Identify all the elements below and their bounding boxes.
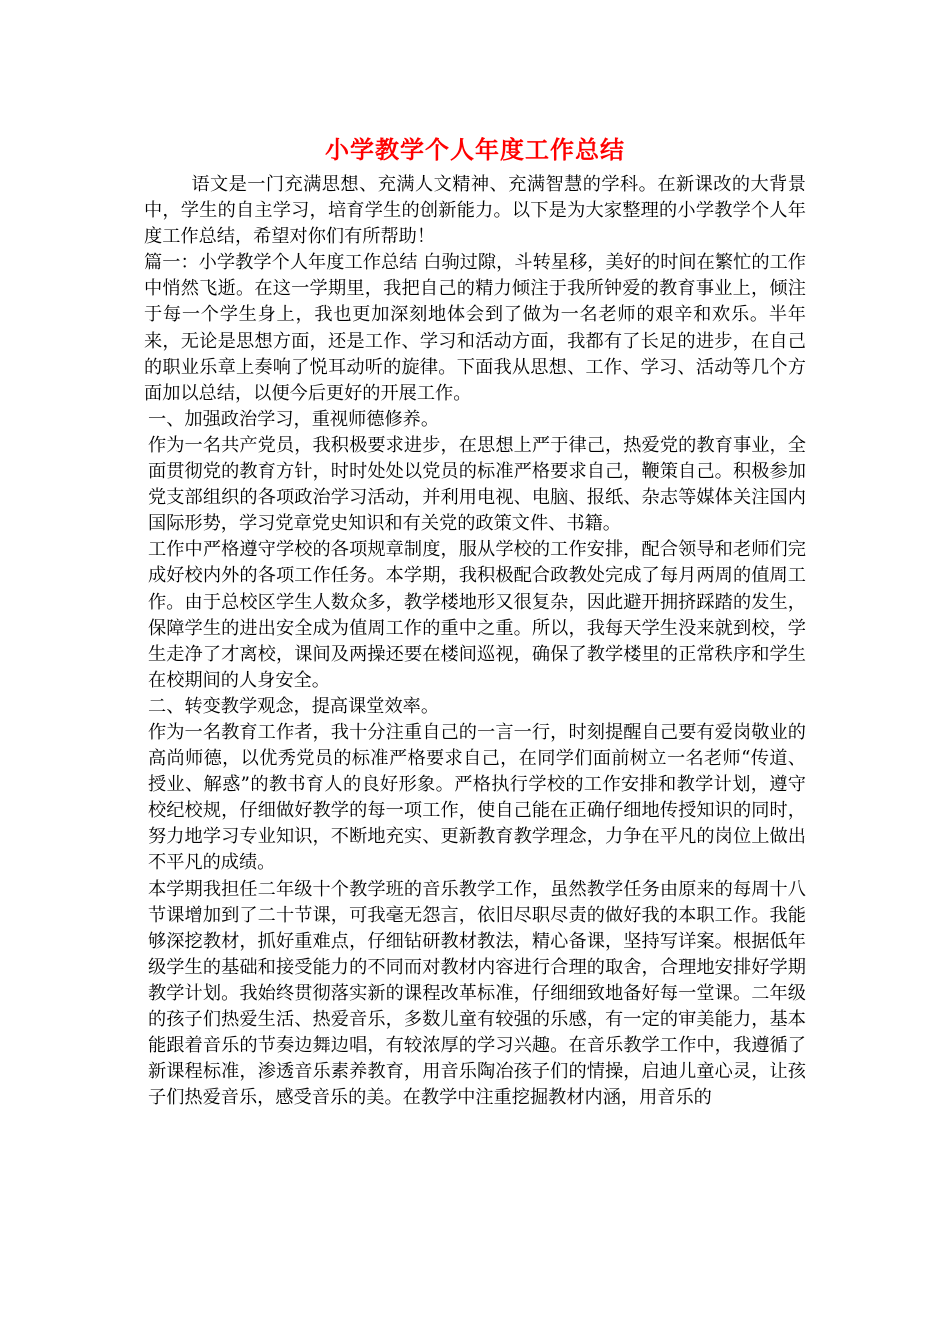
paragraph-part-one: 篇一：小学教学个人年度工作总结 白驹过隙，斗转星移，美好的时间在繁忙的工作中悄然飞逝。在这一学期里，我把自己的精力倾注于我所钟爱的教育事业上，倾注于每一个学生身上，我也更加深刻地体会到了做为一名老师的艰辛和欢乐。半年来，无论是思想方面，还是工作、学习和活动方面，我都有了长足的进步，在自己的职业乐章上奏响了悦耳动听的旋律。下面我从思想、工作、学习、活动等几个方面加以总结，以便今后更好的开展工作。 [144, 252, 806, 404]
section-heading-1: 一、加强政治学习，重视师德修养。 [148, 408, 440, 430]
document-page [144, 128, 806, 1111]
document-title: 小学教学个人年度工作总结 [325, 135, 625, 164]
paragraph: 本学期我担任二年级十个教学班的音乐教学工作，虽然教学任务由原来的每周十八节课增加到了二十节课，可我毫无怨言，依旧尽职尽责的做好我的本职工作。我能够深挖教材，抓好重难点，仔细钻研教材教法，精心备课，坚持写详案。根据低年级学生的基础和接受能力的不同而对教材内容进行合理的取舍，合理地安排好学期教学计划。我始终贯彻落实新的课程改革标准，仔细细致地备好每一堂课。二年级的孩子们热爱生活、热爱音乐，多数儿童有较强的乐感，有一定的审美能力，基本能跟着音乐的节奏边舞边唱，有较浓厚的学习兴趣。在音乐教学工作中，我遵循了新课程标准，渗透音乐素养教育，用音乐陶冶孩子们的情操，启迪儿童心灵，让孩子们热爱音乐，感受音乐的美。在教学中注重挖掘教材内涵，用音乐的 [148, 878, 806, 1109]
paragraph: 作为一名教育工作者，我十分注重自己的一言一行，时刻提醒自己要有爱岗敬业的高尚师德，以优秀党员的标准严格要求自己，在同学们面前树立一名老师“传道、授业、解惑”的教书育人的良好形象。严格执行学校的工作安排和教学计划，遵守校纪校规，仔细做好教学的每一项工作，使自己能在正确仔细地传授知识的同时，努力地学习专业知识，不断地充实、更新教育教学理念，力争在平凡的岗位上做出不平凡的成绩。 [148, 721, 806, 874]
paragraph: 工作中严格遵守学校的各项规章制度，服从学校的工作安排，配合领导和老师们完成好校内外的各项工作任务。本学期，我积极配合政教处完成了每月两周的值周工作。由于总校区学生人数众多，教学楼地形又很复杂，因此避开拥挤踩踏的发生，保障学生的进出安全成为值周工作的重中之重。所以，我每天学生没来就到校，学生走净了才离校，课间及两操还要在楼间巡视，确保了教学楼里的正常秩序和学生在校期间的人身安全。 [148, 539, 806, 691]
section-heading-2: 二、转变教学观念，提高课堂效率。 [148, 695, 440, 717]
paragraph-intro: 语文是一门充满思想、充满人文精神、充满智慧的学科。在新课改的大背景中，学生的自主学习，培育学生的创新能力。以下是为大家整理的小学教学个人年度工作总结，希望对你们有所帮助！ [144, 174, 806, 248]
paragraph: 作为一名共产党员，我积极要求进步，在思想上严于律己，热爱党的教育事业，全面贯彻党的教育方针，时时处处以党员的标准严格要求自己，鞭策自己。积极参加党支部组织的各项政治学习活动，并利用电视、电脑、报纸、杂志等媒体关注国内国际形势，学习党章党史知识和有关党的政策文件、书籍。 [148, 434, 806, 535]
document-body [144, 172, 806, 1111]
